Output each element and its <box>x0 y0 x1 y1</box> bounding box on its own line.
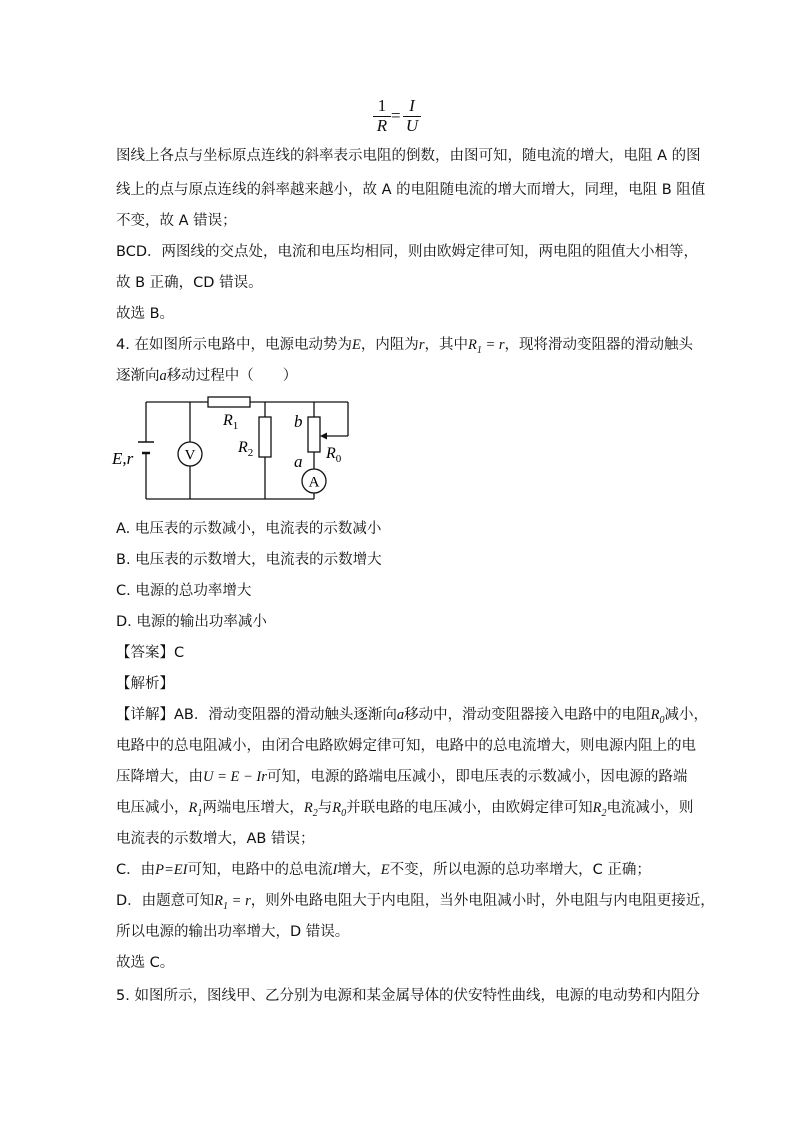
question-4-stem-line1 <box>116 335 693 361</box>
paragraph-line: 图线上各点与坐标原点连线的斜率表示电阻的倒数，由图可知，随电流的增大，电阻 A 的图 <box>116 148 701 164</box>
label-R2: $R_2$ <box>238 439 254 459</box>
paragraph-line: 故选 B。 <box>116 306 175 322</box>
answer-value: C <box>174 645 185 661</box>
equation: U = E − Ir <box>203 769 267 785</box>
var-a: a <box>396 707 405 723</box>
var-r: r <box>418 337 425 353</box>
var-I: I <box>332 862 338 878</box>
answer-line <box>116 643 184 663</box>
ammeter-label: A <box>308 474 320 491</box>
detail-text: 可知，电源的路端电压减小，即电压表的示数减小，因电源的路端 <box>266 769 688 785</box>
detail-text: 电流减小，则 <box>606 800 694 816</box>
circuit-diagram <box>108 392 358 504</box>
resistor-R1 <box>208 397 250 407</box>
detail-text: 不变，所以电源的总功率增大，C 正确； <box>389 862 651 878</box>
var-R1: $R_1$ <box>467 337 482 356</box>
var-R1: $R_1$ <box>214 893 229 912</box>
detail-text: 增大， <box>337 862 381 878</box>
detail-line4 <box>116 798 693 824</box>
var-R2: $R_2$ <box>592 800 607 819</box>
detail-text: ，则外电路电阻大于内电阻，当外电阻减小时，外电阻与内电阻更接近， <box>250 893 715 909</box>
detail-text: 与 <box>317 800 333 816</box>
var-R0: $R_0$ <box>332 800 347 819</box>
question-text: 4. 在如图所示电路中，电源电动势为 <box>116 337 352 353</box>
question-4-stem-line2 <box>116 366 297 386</box>
slider-arrow <box>320 433 327 440</box>
formula-denominator-left: R <box>376 116 388 135</box>
equation: P=EI <box>155 862 188 878</box>
equation: = r <box>481 337 505 353</box>
label-a: a <box>294 452 303 471</box>
detail-line3 <box>116 767 687 787</box>
detail-line8: 所以电源的输出功率增大，D 错误。 <box>116 924 350 940</box>
detail-text: 并联电路的电压减小，由欧姆定律可知 <box>346 800 593 816</box>
var-a: a <box>159 368 167 384</box>
var-R1: $R_1$ <box>188 800 203 819</box>
detail-text: 减小， <box>664 707 708 723</box>
detail-text: AB．滑动变阻器的滑动触头逐渐向 <box>174 707 397 723</box>
voltmeter-label: V <box>184 447 196 464</box>
formula-numerator-right: I <box>409 96 415 115</box>
detail-line7 <box>116 891 715 917</box>
var-R2: $R_2$ <box>303 800 318 819</box>
paragraph-line: 不变，故 A 错误； <box>116 213 237 229</box>
var-R0: $R_0$ <box>650 707 665 726</box>
rheostat-R0 <box>308 417 320 452</box>
option-B: B. 电压表的示数增大，电流表的示数增大 <box>116 552 382 568</box>
question-text: ，现将滑动变阻器的滑动触头 <box>504 337 694 353</box>
equation: = r <box>228 893 251 909</box>
detail-tag: 【详解】 <box>116 707 174 723</box>
var-E: E <box>380 862 390 878</box>
question-text: 逐渐向 <box>116 368 160 384</box>
detail-text: 电压减小， <box>116 800 189 816</box>
option-C: C. 电源的总功率增大 <box>116 583 252 599</box>
option-A: A. 电压表的示数减小，电流表的示数减小 <box>116 521 382 537</box>
paragraph-line: BCD．两图线的交点处，电流和电压均相同，则由欧姆定律可知，两电阻的阻值大小相等， <box>116 244 698 260</box>
detail-line9: 故选 C。 <box>116 955 175 971</box>
detail-text: 移动中，滑动变阻器接入电路中的电阻 <box>404 707 651 723</box>
question-text: ，其中 <box>424 337 468 353</box>
detail-text: 两端电压增大， <box>202 800 304 816</box>
label-b: b <box>294 412 303 431</box>
formula-equals: = <box>391 106 401 125</box>
formula-numerator-left: 1 <box>377 96 387 115</box>
resistor-R2 <box>259 417 271 457</box>
question-5-stem: 5. 如图所示，图线甲、乙分别为电源和某金属导体的伏安特性曲线，电源的电动势和内阻分 <box>116 988 700 1004</box>
detail-text: 可知，电路中的总电流 <box>187 862 333 878</box>
paragraph-line: 线上的点与原点连线的斜率越来越小，故 A 的电阻随电流的增大而增大，同理，电阻 B 阻值 <box>116 182 706 198</box>
analysis-tag: 【解析】 <box>116 676 174 692</box>
answer-tag: 【答案】 <box>116 645 174 661</box>
detail-text: D．由题意可知 <box>116 893 215 909</box>
label-R0: $R_0$ <box>326 445 342 465</box>
question-text: 移动过程中（ ） <box>166 368 298 384</box>
detail-line6 <box>116 860 651 880</box>
option-D: D. 电源的输出功率减小 <box>116 614 267 630</box>
var-E: E <box>351 337 361 353</box>
formula-denominator-right: U <box>405 116 419 135</box>
detail-text: 压降增大，由 <box>116 769 203 785</box>
label-E-r: E,r <box>112 449 134 468</box>
detail-line2: 电路中的总电阻减小，由闭合电路欧姆定律可知，电路中的总电流增大，则电源内阻上的电 <box>116 738 696 754</box>
question-text: ，内阻为 <box>360 337 419 353</box>
detail-line5: 电流表的示数增大，AB 错误； <box>116 831 315 847</box>
detail-line1 <box>116 705 708 731</box>
detail-text: C．由 <box>116 862 156 878</box>
paragraph-line: 故 B 正确，CD 错误。 <box>116 275 263 291</box>
label-R1: $R_1$ <box>223 412 239 432</box>
